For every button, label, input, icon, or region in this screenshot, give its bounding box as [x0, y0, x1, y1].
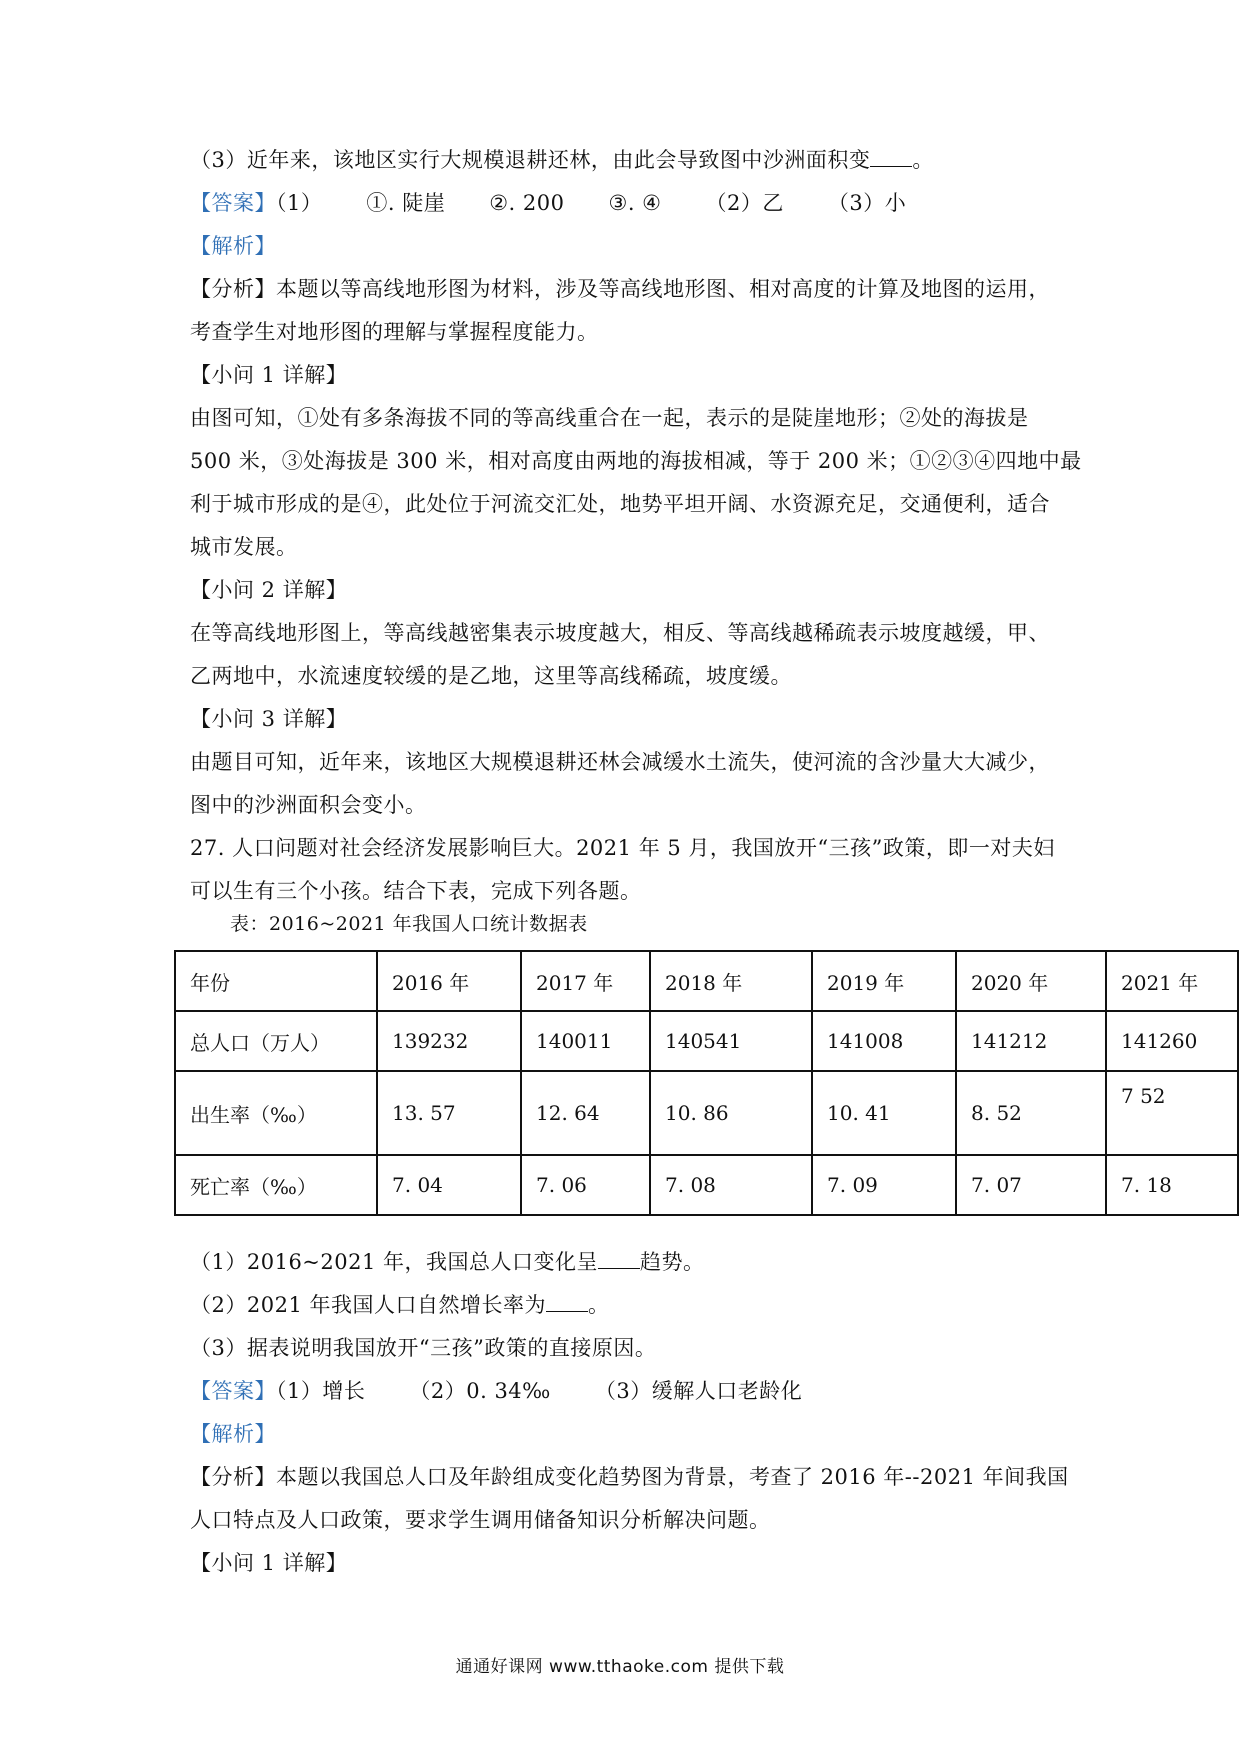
analysis-line: 考查学生对地形图的理解与掌握程度能力。: [190, 320, 599, 344]
table-cell: 7 52: [1106, 1071, 1238, 1155]
table-cell: 7. 18: [1106, 1155, 1238, 1215]
table-cell: 7. 04: [377, 1155, 521, 1215]
table-cell: 140011: [521, 1011, 650, 1071]
analysis-line: 人口特点及人口政策，要求学生调用储备知识分析解决问题。: [190, 1508, 771, 1532]
question-line: [190, 1290, 609, 1320]
answer-part: （3）缓解人口老龄化: [594, 1379, 803, 1403]
table-cell: 141260: [1106, 1011, 1238, 1071]
table-cell: 年份: [175, 951, 377, 1011]
table-cell: 2020 年: [956, 951, 1106, 1011]
paragraph-line: 城市发展。: [190, 535, 298, 559]
table-cell: 2018 年: [650, 951, 812, 1011]
sub-question-heading: 【小问 2 详解】: [190, 578, 348, 602]
table-cell: 141212: [956, 1011, 1106, 1071]
question-line: （3）据表说明我国放开“三孩”政策的直接原因。: [190, 1336, 657, 1360]
question-text-end: 趋势。: [640, 1250, 705, 1274]
footer-text: 通通好课网 www.tthaoke.com 提供下载: [455, 1657, 785, 1677]
question-27-line: 可以生有三个小孩。结合下表，完成下列各题。: [190, 879, 642, 903]
paragraph-line: 图中的沙洲面积会变小。: [190, 793, 427, 817]
table-cell: 出生率（‰）: [175, 1071, 377, 1155]
analysis-line: 【分析】本题以等高线地形图为材料，涉及等高线地形图、相对高度的计算及地图的运用，: [190, 277, 1050, 301]
question-text: （3）近年来，该地区实行大规模退耕还林，由此会导致图中沙洲面积变: [190, 148, 871, 172]
table-cell: 7. 09: [812, 1155, 956, 1215]
answer-part: （3）小: [827, 191, 907, 215]
question-text-end: 。: [912, 148, 934, 172]
table-cell: 141008: [812, 1011, 956, 1071]
table-header-row: [175, 951, 1238, 1011]
table-cell: 12. 64: [521, 1071, 650, 1155]
sub-question-heading: 【小问 1 详解】: [190, 363, 348, 387]
answer-tag: 【答案】: [190, 1379, 276, 1403]
answer-blank: [598, 1250, 640, 1269]
table-cell: 总人口（万人）: [175, 1011, 377, 1071]
paragraph-line: 500 米，③处海拔是 300 米，相对高度由两地的海拔相减，等于 200 米；①②③④四地中最: [190, 449, 1082, 473]
answer-part: （1）: [276, 191, 323, 215]
table-caption: 表：2016~2021 年我国人口统计数据表: [230, 913, 588, 935]
table-row: [175, 1071, 1238, 1155]
paragraph-line: 由题目可知，近年来，该地区大规模退耕还林会减缓水土流失，使河流的含沙量大大减少，: [190, 750, 1050, 774]
table-cell: 10. 41: [812, 1071, 956, 1155]
table-cell: 2016 年: [377, 951, 521, 1011]
answer-part: ②. 200: [489, 191, 565, 215]
answer-line: [190, 1376, 802, 1406]
analysis-tag: 【解析】: [190, 234, 276, 258]
question-3-line: [190, 145, 934, 175]
table-cell: 139232: [377, 1011, 521, 1071]
question-text: （1）2016~2021 年，我国总人口变化呈: [190, 1250, 599, 1274]
paragraph-line: 乙两地中，水流速度较缓的是乙地，这里等高线稀疏，坡度缓。: [190, 664, 792, 688]
question-text-end: 。: [587, 1293, 610, 1317]
answer-part: （2）0. 34‰: [409, 1379, 551, 1403]
table-row: [175, 1011, 1238, 1071]
table-cell: 140541: [650, 1011, 812, 1071]
answer-part: ③. ④: [608, 191, 662, 215]
table-cell: 8. 52: [956, 1071, 1106, 1155]
question-text: （2）2021 年我国人口自然增长率为: [190, 1293, 546, 1317]
table-cell: 7. 07: [956, 1155, 1106, 1215]
paragraph-line: 在等高线地形图上，等高线越密集表示坡度越大，相反、等高线越稀疏表示坡度越缓，甲、: [190, 621, 1050, 645]
paragraph-line: 由图可知，①处有多条海拔不同的等高线重合在一起，表示的是陡崖地形；②处的海拔是: [190, 406, 1029, 430]
question-27-line: 27. 人口问题对社会经济发展影响巨大。2021 年 5 月，我国放开“三孩”政策，即一对夫妇: [190, 836, 1055, 860]
table-cell: 2017 年: [521, 951, 650, 1011]
table-cell: 2021 年: [1106, 951, 1238, 1011]
answer-line: [190, 188, 906, 218]
table-cell: 2019 年: [812, 951, 956, 1011]
analysis-tag: 【解析】: [190, 1422, 276, 1446]
answer-tag: 【答案】: [190, 191, 276, 215]
answer-blank: [546, 1293, 588, 1312]
population-table: [174, 950, 1239, 1216]
sub-question-heading: 【小问 1 详解】: [190, 1551, 348, 1575]
answer-part: （2）乙: [705, 191, 784, 215]
table-row: [175, 1155, 1238, 1215]
table-cell: 7. 06: [521, 1155, 650, 1215]
question-line: [190, 1247, 705, 1277]
analysis-line: 【分析】本题以我国总人口及年龄组成变化趋势图为背景，考查了 2016 年--2021 年间我国: [190, 1465, 1069, 1489]
table-cell: 13. 57: [377, 1071, 521, 1155]
table-cell: 7. 08: [650, 1155, 812, 1215]
table-cell: 10. 86: [650, 1071, 812, 1155]
table-cell: 死亡率（‰）: [175, 1155, 377, 1215]
sub-question-heading: 【小问 3 详解】: [190, 707, 348, 731]
answer-part: （1）增长: [276, 1379, 366, 1403]
answer-part: ①. 陡崖: [366, 191, 446, 215]
answer-blank: [870, 148, 912, 167]
paragraph-line: 利于城市形成的是④，此处位于河流交汇处，地势平坦开阔、水资源充足，交通便利，适合: [190, 492, 1050, 516]
